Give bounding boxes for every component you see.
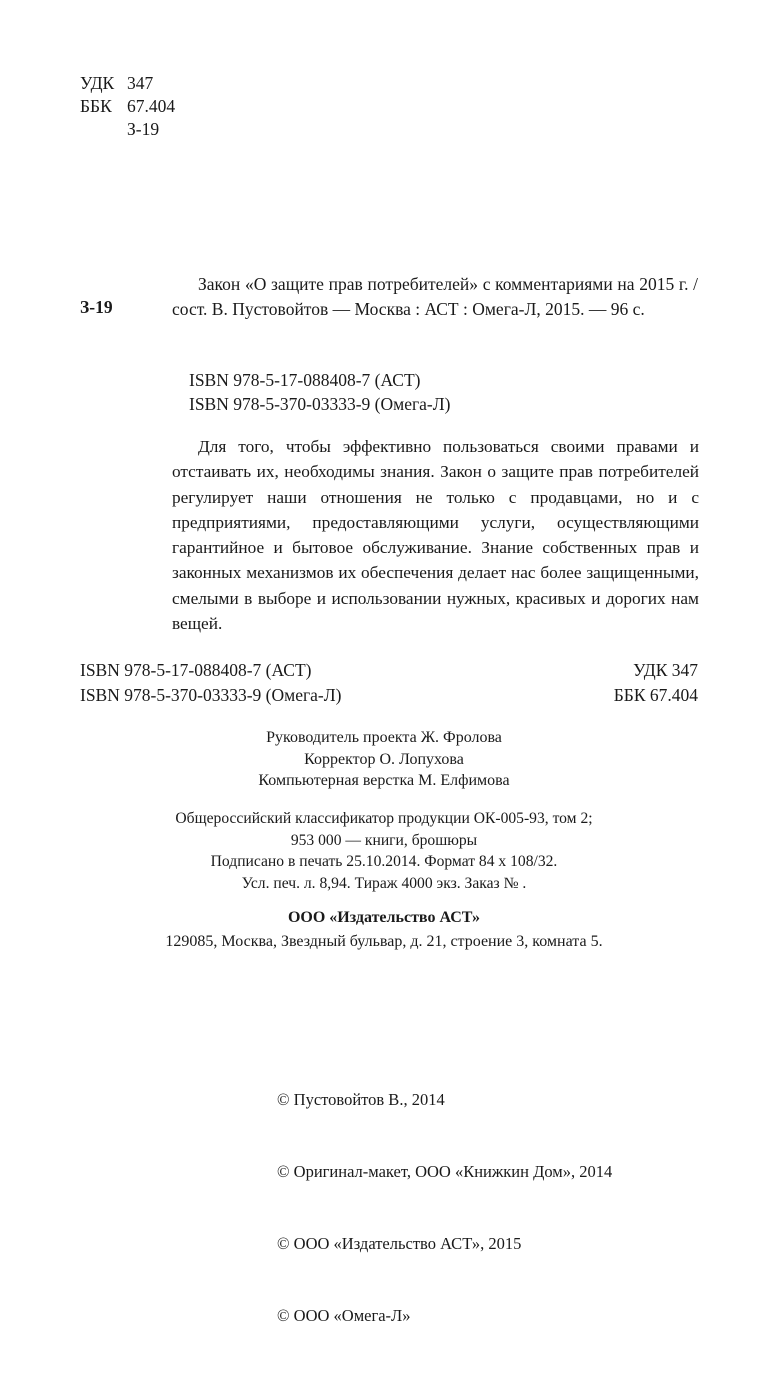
isbn-omega: ISBN 978-5-370-03333-9 (Омега-Л) xyxy=(189,394,451,414)
isbn-udk-footer xyxy=(80,658,698,707)
copyright-line: © ООО «Издательство АСТ», 2015 xyxy=(277,1234,522,1253)
publisher-block xyxy=(0,906,768,954)
copyright-line: © Пустовойтов В., 2014 xyxy=(277,1090,445,1109)
copyright-line: © ООО «Омега-Л» xyxy=(277,1306,411,1325)
imprint-print-run: Усл. печ. л. 8,94. Тираж 4000 экз. Заказ № . xyxy=(241,874,527,892)
credits-block xyxy=(0,727,768,792)
bibliographic-record xyxy=(80,272,698,321)
isbn-footer-row-1 xyxy=(80,658,698,683)
classification-block xyxy=(80,72,175,141)
credit-proofreader: Корректор О. Лопухова xyxy=(304,750,464,768)
udk-label: УДК xyxy=(80,73,115,93)
udk-footer-value: УДК 347 xyxy=(633,660,698,680)
imprint-print-signed: Подписано в печать 25.10.2014. Формат 84 х 108/32. xyxy=(210,853,558,870)
copyright-line: © Оригинал-макет, ООО «Книжкин Дом», 2014 xyxy=(277,1162,613,1181)
bbk-footer-value: ББК 67.404 xyxy=(613,684,698,705)
shelfmark-top: З-19 xyxy=(127,119,160,139)
annotation-text: Для того, чтобы эффективно пользоваться своими правами и отстаивать их, необходимы знания. Закон о защите прав потребителей регулирует наши отношения не только с продавцами, но и с предприятиями, предоставляющими услуги, осуществляющими гарантийное и бытовое обслуживание. Знание собственных прав и законных механизмов их обеспечения делает нас более защищенными, смелыми в выборе и использовании нужных, красивых и дорогих нам вещей. xyxy=(172,437,699,634)
isbn-footer-row-2 xyxy=(80,683,698,708)
isbn-footer-ast: ISBN 978-5-17-088408-7 (АСТ) xyxy=(80,660,312,680)
isbn-ast: ISBN 978-5-17-088408-7 (АСТ) xyxy=(189,370,421,390)
bbk-value: 67.404 xyxy=(127,96,176,116)
udk-value: 347 xyxy=(127,73,154,93)
publisher-address: 129085, Москва, Звездный бульвар, д. 21, строение 3, комната 5. xyxy=(165,933,603,950)
record-text: Закон «О защите прав потребителей» с комментариями на 2015 г. / сост. В. Пустовойтов — Москва : АСТ : Омега-Л, 2015. — 96 с. xyxy=(172,274,698,319)
imprint-block xyxy=(0,808,768,894)
imprint-classifier: Общероссийский классификатор продукции ОК-005-93, том 2; xyxy=(175,810,593,827)
publisher-name: ООО «Издательство АСТ» xyxy=(287,909,481,926)
credit-project-manager: Руководитель проекта Ж. Фролова xyxy=(266,729,502,746)
bbk-label: ББК xyxy=(80,96,112,116)
isbn-block xyxy=(189,368,450,416)
bbk-row xyxy=(80,95,175,118)
udk-row xyxy=(80,72,175,95)
imprint-classifier-code: 953 000 — книги, брошюры xyxy=(290,831,478,849)
credit-layout: Компьютерная верстка М. Елфимова xyxy=(258,772,510,789)
record-shelfmark: З-19 xyxy=(80,297,113,317)
copyright-block xyxy=(277,1040,612,1376)
isbn-footer-omega: ISBN 978-5-370-03333-9 (Омега-Л) xyxy=(80,684,342,705)
